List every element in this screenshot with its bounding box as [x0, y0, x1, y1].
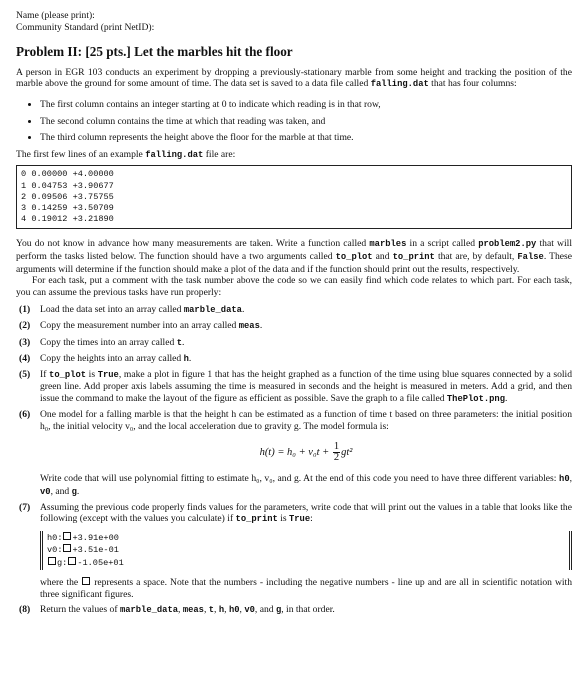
example-line: 3 0.14259 +3.50709	[21, 202, 114, 213]
model-formula: h(t) = h₀ + v₀t + $\frac{1}{2}$ gt²	[259, 441, 353, 464]
space-box-icon	[48, 557, 56, 565]
task-item: (7) Assuming the previous code properly finds values for the parameters, write code that will print out the values in a table that looks like the following (except with the values you calculate) if to_print is True: h0: +3.91e+00 v0: +3.51e-01 g: -1.05e+01 where the represents a space. Note that the numbers - including the negative numbers - line up and are all in scientific notation with three significant figures.	[19, 501, 573, 600]
space-box-icon	[68, 557, 76, 565]
task-intro-paragraph: For each task, put a comment with the task number above the code so we can easily find which code relates to which part. For each task, you can assume the previous tasks have run properly:	[16, 275, 572, 298]
task-item: (2) Copy the measurement number into an array called meas.	[19, 320, 263, 332]
netid-line: Community Standard (print NetID):	[16, 21, 155, 33]
table-row: v0: +3.51e-01	[47, 545, 119, 556]
intro-paragraph: A person in EGR 103 conducts an experiment by dropping a previously-stationary marble from some height and tracking the position of the marble above the ground for some amount of time. The data set is saved to a data file called falling.dat that has four columns:	[16, 66, 572, 90]
fraction-one-half: $\frac{1}{2}$	[333, 441, 340, 464]
filename-code: falling.dat	[370, 79, 429, 90]
task-item: (4) Copy the heights into an array called h.	[19, 352, 192, 364]
space-box-icon	[63, 544, 71, 552]
example-line: 0 0.00000 +4.00000	[21, 169, 114, 180]
example-line: 1 0.04753 +3.90677	[21, 180, 114, 191]
table-row: g: -1.05e+01	[47, 557, 559, 569]
list-item: • The second column contains the time at which that reading was taken, and	[40, 116, 572, 128]
example-line: 2 0.09506 +3.75755	[21, 191, 114, 202]
output-table-example	[40, 531, 572, 570]
task-item: (1) Load the data set into an array called marble_data.	[19, 304, 245, 316]
list-item: • The third column represents the height above the floor for the marble at that time.	[40, 132, 572, 144]
column-list	[16, 99, 572, 144]
example-line: 4 0.19012 +3.21890	[21, 214, 114, 225]
task-list	[16, 304, 572, 616]
task-item: (8) Return the values of marble_data, meas, t, h, h0, v0, and g, in that order.	[19, 603, 335, 615]
list-item: • The first column contains an integer starting at 0 to indicate which reading is in that row,	[40, 99, 572, 111]
name-line: Name (please print):	[16, 10, 95, 21]
task-item: (3) Copy the times into an array called t.	[19, 336, 185, 348]
task-item: (5) If to_plot is True, make a plot in figure 1 that has the height graphed as a function of the time using blue squares connected by a solid green line. Add proper axis labels assuming the time is measured in seconds and the height is measured in meters. Add a grid, and then issue the command to make the layout of the figure as efficient as possible. Save the graph to a file called ThePlot.png.	[19, 368, 573, 404]
example-data-box	[16, 165, 572, 229]
instructions-paragraph: You do not know in advance how many measurements are taken. Write a function called marbles in a script called problem2.py that will perform the tasks listed below. The function should have a two arguments called to_plot and to_print that are, by default, False. These arguments will determine if the function should make a plot of the data and if the function should print out the results, respectively.	[16, 238, 573, 275]
problem-title: Problem II: [25 pts.] Let the marbles hit the floor	[16, 44, 293, 60]
table-row: h0: +3.91e+00	[47, 533, 119, 544]
space-box-icon	[82, 577, 90, 585]
task-item: (6) One model for a falling marble is that the height h can be estimated as a function of time t based on three parameters: the initial position h₀, the initial velocity v₀, and the local acceleration due to gravity g. The model formula is: h(t) = h₀ + v₀t + $\frac{1}{2}$ gt² Write code that will use polynomial fitting to estimate h₀, v₀, and g. At the end of this code you need to have three different variables: h0, v0, and g.	[19, 408, 573, 497]
example-intro: The first few lines of an example falling.dat file are:	[16, 148, 236, 160]
space-box-icon	[63, 532, 71, 540]
